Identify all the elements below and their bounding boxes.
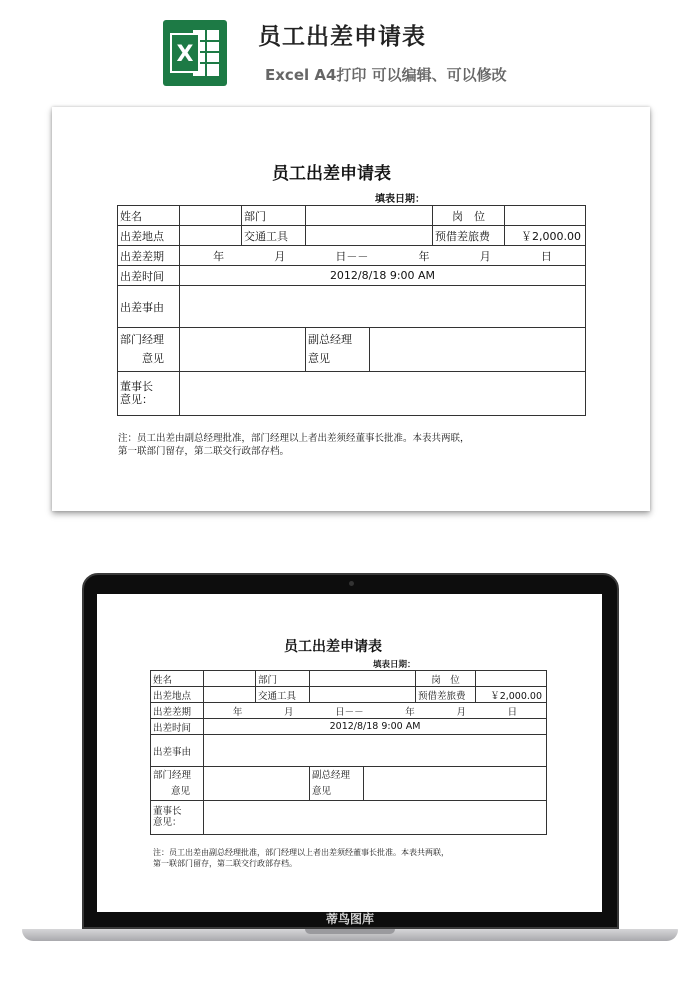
period-value[interactable] [204,703,547,719]
note-line: 注：员工出差由副总经理批准，部门经理以上者出差须经董事长批准。本表共两联， [153,848,449,857]
table-row [118,286,586,328]
table-row [151,767,547,801]
form-title: 员工出差申请表 [272,164,391,184]
dept-value[interactable] [306,206,433,226]
chairman-opinion-label [151,801,204,835]
table-row [118,372,586,416]
application-form-table [150,670,547,835]
manager-opinion-value[interactable] [180,328,306,372]
reason-label: 出差事由 [118,286,180,328]
transport-label: 交通工具 [256,687,310,703]
page-subtitle: Excel A4打印 可以编辑、可以修改 [265,66,507,84]
fill-date-label: 填表日期： [373,660,416,670]
transport-value[interactable] [306,226,433,246]
position-label: 岗 位 [416,671,476,687]
deputy-opinion-value[interactable] [370,328,586,372]
form-title: 员工出差申请表 [284,639,382,655]
table-row [151,735,547,767]
table-row [151,671,547,687]
form-note [153,848,553,870]
table-row [118,328,586,372]
deputy-label-line: 副总经理 [308,332,352,346]
table-row [118,246,586,266]
chairman-label-line: 董事长 [120,379,153,393]
table-row [118,266,586,286]
time-label: 出差时间 [151,719,204,735]
chairman-label-line: 意见： [120,392,153,406]
period-part: 月 [274,249,286,263]
brand-watermark: 蒂鸟图库 [325,912,374,926]
name-value[interactable] [204,671,256,687]
fill-date-label: 填表日期： [375,194,425,205]
application-form-table [117,205,586,416]
camera-icon [349,581,354,586]
position-label: 岗 位 [433,206,505,226]
manager-label-line: 部门经理 [153,770,192,782]
location-label: 出差地点 [151,687,204,703]
period-part: 日 [507,706,518,718]
name-value[interactable] [180,206,242,226]
transport-value[interactable] [310,687,416,703]
reason-value[interactable] [180,286,586,328]
period-part: 月 [479,249,491,263]
chairman-label-line: 意见： [153,816,182,828]
reason-label: 出差事由 [151,735,204,767]
period-label: 出差差期 [151,703,204,719]
period-part: 日－－ [335,249,369,263]
location-value[interactable] [204,687,256,703]
chairman-label-line: 董事长 [153,806,182,818]
page-header [0,0,700,100]
manager-opinion-label [118,328,180,372]
advance-value[interactable]: ￥2,000.00 [476,687,547,703]
chairman-opinion-value[interactable] [180,372,586,416]
period-value[interactable] [180,246,586,266]
excel-icon [163,20,227,86]
svg-text:X: X [176,42,194,67]
deputy-opinion-label [310,767,364,801]
transport-label: 交通工具 [242,226,306,246]
name-label: 姓名 [118,206,180,226]
name-label: 姓名 [151,671,204,687]
manager-label-line: 部门经理 [120,332,164,346]
dept-label: 部门 [242,206,306,226]
table-row [151,801,547,835]
dept-label: 部门 [256,671,310,687]
deputy-opinion-label [306,328,370,372]
advance-label: 预借差旅费 [416,687,476,703]
manager-label-line: 意见 [171,785,191,797]
laptop-screen-preview [97,594,602,912]
deputy-label-line: 意见 [308,351,330,365]
form-note [118,433,588,459]
laptop-notch [305,929,395,934]
period-part: 月 [456,706,466,718]
chairman-opinion-label [118,372,180,416]
time-value[interactable]: 2012/8/18 9:00 AM [204,719,547,735]
deputy-opinion-value[interactable] [364,767,547,801]
manager-label-line: 意见 [142,351,164,365]
page-title: 员工出差申请表 [258,24,426,50]
period-part: 月 [283,706,294,718]
note-line: 第一联部门留存，第二联交行政部存档。 [118,445,290,457]
period-part: 日 [540,249,552,263]
dept-value[interactable] [310,671,416,687]
period-part: 年 [418,249,430,263]
time-value[interactable]: 2012/8/18 9:00 AM [180,266,586,286]
note-line: 第一联部门留存，第二联交行政部存档。 [153,858,297,868]
note-line: 注：员工出差由副总经理批准，部门经理以上者出差须经董事长批准。本表共两联， [118,433,470,444]
advance-value[interactable]: ￥2,000.00 [505,226,586,246]
position-value[interactable] [505,206,586,226]
position-value[interactable] [476,671,547,687]
deputy-label-line: 意见 [312,785,332,797]
period-part: 年 [405,706,415,718]
table-row [151,687,547,703]
period-part: 年 [232,706,243,718]
form-preview-sheet [52,107,650,511]
location-value[interactable] [180,226,242,246]
table-row [118,226,586,246]
period-part: 日－－ [335,706,364,718]
table-row [151,703,547,719]
deputy-label-line: 副总经理 [312,770,351,782]
chairman-opinion-value[interactable] [204,801,547,835]
table-row [151,719,547,735]
advance-label: 预借差旅费 [433,226,505,246]
location-label: 出差地点 [118,226,180,246]
period-label: 出差差期 [118,246,180,266]
manager-opinion-label [151,767,204,801]
manager-opinion-value[interactable] [204,767,310,801]
time-label: 出差时间 [118,266,180,286]
period-part: 年 [213,249,225,263]
reason-value[interactable] [204,735,547,767]
table-row [118,206,586,226]
